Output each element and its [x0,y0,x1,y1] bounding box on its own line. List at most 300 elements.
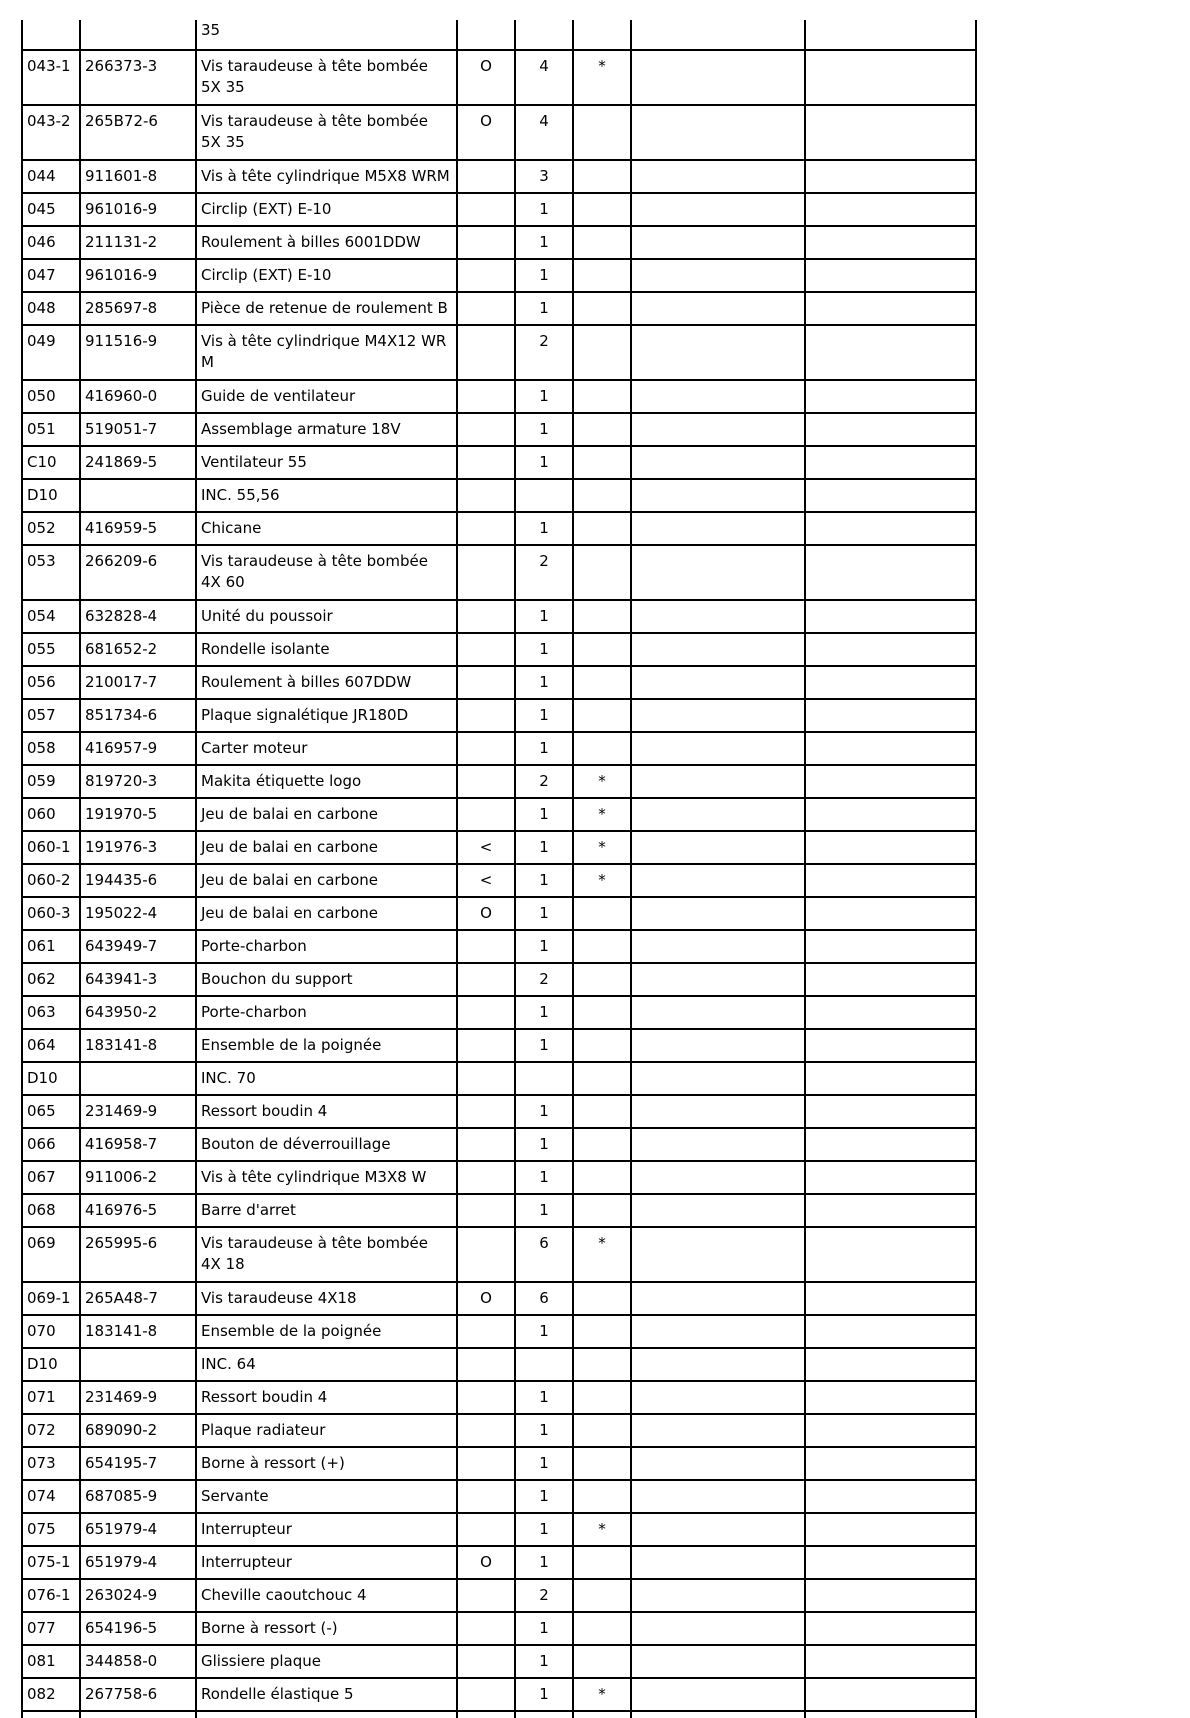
note-mark-cell [573,226,631,259]
blank-cell-a [631,1095,805,1128]
quantity-cell: 6 [515,1282,573,1315]
part-number-cell: 195022-4 [80,897,196,930]
quantity-cell: 1 [515,732,573,765]
blank-cell-b [805,963,976,996]
blank-cell-a [631,1227,805,1282]
blank-cell-a [631,1546,805,1579]
blank-cell-b [805,1546,976,1579]
part-number-cell: 681652-2 [80,633,196,666]
revision-mark-cell [457,1227,515,1282]
item-number-cell: 060 [22,798,80,831]
note-mark-cell [573,1282,631,1315]
revision-mark-cell [457,226,515,259]
item-number-cell: 075 [22,1513,80,1546]
blank-cell-b [805,413,976,446]
part-number-cell [80,1062,196,1095]
part-number-cell: 344858-0 [80,1645,196,1678]
part-number-cell: 651979-4 [80,1513,196,1546]
table-row [22,1348,976,1381]
blank-cell-b [805,1381,976,1414]
blank-cell-a [631,1128,805,1161]
part-number-cell: 651979-4 [80,1546,196,1579]
quantity-cell: 2 [515,963,573,996]
item-number-cell: 073 [22,1447,80,1480]
note-mark-cell [573,380,631,413]
part-number-cell: 519051-7 [80,413,196,446]
quantity-cell: 3 [515,160,573,193]
blank-cell-b [805,105,976,160]
quantity-cell: 1 [515,226,573,259]
item-number-cell: 071 [22,1381,80,1414]
description-cell: Vis à tête cylindrique M3X8 W [196,1161,457,1194]
description-cell: Glissiere plaque [196,1645,457,1678]
parts-list-sheet [21,20,977,1718]
quantity-cell: 4 [515,50,573,105]
table-row [22,1381,976,1414]
item-number-cell: 054 [22,600,80,633]
description-cell: Borne à ressort (-) [196,1612,457,1645]
blank-cell-b [805,666,976,699]
note-mark-cell [573,1480,631,1513]
table-row [22,930,976,963]
part-number-cell [80,1348,196,1381]
description-cell: Jeu de balai en carbone [196,897,457,930]
table-row [22,1546,976,1579]
description-cell: Guide de ventilateur [196,380,457,413]
blank-cell-b [805,1282,976,1315]
blank-cell-a [631,292,805,325]
note-mark-cell: * [573,1678,631,1711]
note-mark-cell: * [573,1227,631,1282]
item-number-cell: 052 [22,512,80,545]
blank-cell-a [631,666,805,699]
part-number-cell: 191976-3 [80,831,196,864]
revision-mark-cell: O [457,1282,515,1315]
blank-cell-a [631,1194,805,1227]
item-number-cell: 062 [22,963,80,996]
revision-mark-cell: O [457,105,515,160]
note-mark-cell [573,699,631,732]
note-mark-cell [573,1414,631,1447]
description-cell: Jeu de balai en carbone [196,831,457,864]
part-number-cell: 416960-0 [80,380,196,413]
table-row [22,633,976,666]
revision-mark-cell: < [457,831,515,864]
description-cell [196,1711,457,1718]
revision-mark-cell [457,1381,515,1414]
quantity-cell: 1 [515,259,573,292]
table-row [22,963,976,996]
part-number-cell: 194435-6 [80,864,196,897]
part-number-cell: 654196-5 [80,1612,196,1645]
item-number-cell: 069 [22,1227,80,1282]
revision-mark-cell [457,545,515,600]
quantity-cell [515,1062,573,1095]
blank-cell-a [631,1513,805,1546]
table-row [22,1227,976,1282]
note-mark-cell [573,633,631,666]
blank-cell-b [805,380,976,413]
description-cell: Borne à ressort (+) [196,1447,457,1480]
table-row [22,160,976,193]
revision-mark-cell [457,1447,515,1480]
table-row [22,1480,976,1513]
blank-cell-a [631,864,805,897]
quantity-cell: 1 [515,1480,573,1513]
note-mark-cell [573,512,631,545]
blank-cell-a [631,1062,805,1095]
item-number-cell [22,20,80,50]
blank-cell-b [805,259,976,292]
quantity-cell: 1 [515,1128,573,1161]
quantity-cell: 1 [515,1447,573,1480]
note-mark-cell: * [573,831,631,864]
blank-cell-a [631,732,805,765]
part-number-cell: 265995-6 [80,1227,196,1282]
revision-mark-cell [457,160,515,193]
item-number-cell: 075-1 [22,1546,80,1579]
blank-cell-b [805,798,976,831]
blank-cell-b [805,1348,976,1381]
table-row [22,1315,976,1348]
blank-cell-b [805,765,976,798]
item-number-cell: 049 [22,325,80,380]
blank-cell-a [631,831,805,864]
part-number-cell: 687085-9 [80,1480,196,1513]
description-cell: Vis taraudeuse 4X18 [196,1282,457,1315]
blank-cell-b [805,479,976,512]
item-number-cell: 053 [22,545,80,600]
quantity-cell: 2 [515,765,573,798]
revision-mark-cell [457,600,515,633]
table-row [22,20,976,50]
blank-cell-b [805,633,976,666]
part-number-cell: 643950-2 [80,996,196,1029]
item-number-cell: 043-1 [22,50,80,105]
parts-table [21,20,977,1718]
description-cell: Carter moteur [196,732,457,765]
blank-cell-b [805,1579,976,1612]
revision-mark-cell [457,20,515,50]
table-row [22,1447,976,1480]
item-number-cell: 060-1 [22,831,80,864]
description-cell: Servante [196,1480,457,1513]
quantity-cell [515,1711,573,1718]
part-number-cell: 851734-6 [80,699,196,732]
item-number-cell: 056 [22,666,80,699]
description-cell: Circlip (EXT) E-10 [196,259,457,292]
part-number-cell: 911006-2 [80,1161,196,1194]
blank-cell-b [805,1711,976,1718]
quantity-cell: 1 [515,1678,573,1711]
blank-cell-b [805,160,976,193]
table-row [22,864,976,897]
quantity-cell: 1 [515,930,573,963]
description-cell: Plaque signalétique JR180D [196,699,457,732]
quantity-cell: 1 [515,1029,573,1062]
note-mark-cell [573,160,631,193]
description-cell: Vis taraudeuse à tête bombée 4X 18 [196,1227,457,1282]
part-number-cell: 266209-6 [80,545,196,600]
revision-mark-cell: < [457,864,515,897]
part-number-cell [80,1711,196,1718]
blank-cell-a [631,160,805,193]
description-cell: Unité du poussoir [196,600,457,633]
item-number-cell: D10 [22,479,80,512]
description-cell: Plaque radiateur [196,1414,457,1447]
blank-cell-a [631,996,805,1029]
revision-mark-cell [457,1612,515,1645]
blank-cell-b [805,20,976,50]
description-cell: Jeu de balai en carbone [196,798,457,831]
note-mark-cell [573,1645,631,1678]
table-row [22,1029,976,1062]
table-row [22,1579,976,1612]
item-number-cell: 051 [22,413,80,446]
quantity-cell: 1 [515,1513,573,1546]
blank-cell-a [631,963,805,996]
quantity-cell: 1 [515,897,573,930]
blank-cell-a [631,105,805,160]
quantity-cell: 2 [515,1579,573,1612]
description-cell: Roulement à billes 6001DDW [196,226,457,259]
quantity-cell [515,479,573,512]
table-row [22,1282,976,1315]
blank-cell-a [631,50,805,105]
description-cell: Interrupteur [196,1546,457,1579]
note-mark-cell [573,1381,631,1414]
blank-cell-b [805,512,976,545]
note-mark-cell [573,600,631,633]
description-cell: INC. 70 [196,1062,457,1095]
revision-mark-cell [457,1062,515,1095]
note-mark-cell: * [573,864,631,897]
quantity-cell: 1 [515,193,573,226]
note-mark-cell [573,996,631,1029]
table-row [22,732,976,765]
note-mark-cell [573,1029,631,1062]
quantity-cell: 1 [515,1414,573,1447]
quantity-cell: 2 [515,325,573,380]
revision-mark-cell [457,1029,515,1062]
blank-cell-b [805,1062,976,1095]
revision-mark-cell [457,259,515,292]
blank-cell-a [631,325,805,380]
note-mark-cell [573,292,631,325]
table-row [22,292,976,325]
quantity-cell [515,1348,573,1381]
blank-cell-a [631,545,805,600]
table-row [22,600,976,633]
revision-mark-cell [457,930,515,963]
note-mark-cell [573,413,631,446]
item-number-cell: 081 [22,1645,80,1678]
revision-mark-cell [457,633,515,666]
description-cell: Vis taraudeuse à tête bombée 5X 35 [196,105,457,160]
revision-mark-cell [457,963,515,996]
item-number-cell: C10 [22,446,80,479]
quantity-cell: 1 [515,1194,573,1227]
table-row [22,193,976,226]
item-number-cell: 059 [22,765,80,798]
revision-mark-cell [457,193,515,226]
blank-cell-a [631,1282,805,1315]
blank-cell-a [631,1348,805,1381]
table-row [22,259,976,292]
item-number-cell: 044 [22,160,80,193]
revision-mark-cell [457,1480,515,1513]
blank-cell-a [631,633,805,666]
description-cell: Porte-charbon [196,930,457,963]
part-number-cell: 416957-9 [80,732,196,765]
blank-cell-b [805,897,976,930]
item-number-cell: 077 [22,1612,80,1645]
blank-cell-b [805,1161,976,1194]
quantity-cell: 1 [515,1161,573,1194]
note-mark-cell [573,193,631,226]
description-cell: Chicane [196,512,457,545]
blank-cell-b [805,831,976,864]
revision-mark-cell: O [457,1546,515,1579]
note-mark-cell: * [573,50,631,105]
quantity-cell: 4 [515,105,573,160]
description-cell: INC. 64 [196,1348,457,1381]
part-number-cell: 643941-3 [80,963,196,996]
blank-cell-b [805,1029,976,1062]
description-cell: Circlip (EXT) E-10 [196,193,457,226]
item-number-cell [22,1711,80,1718]
note-mark-cell [573,325,631,380]
revision-mark-cell [457,1645,515,1678]
note-mark-cell [573,666,631,699]
part-number-cell: 285697-8 [80,292,196,325]
blank-cell-a [631,765,805,798]
table-row [22,413,976,446]
quantity-cell: 1 [515,1315,573,1348]
part-number-cell: 266373-3 [80,50,196,105]
part-number-cell: 632828-4 [80,600,196,633]
blank-cell-a [631,699,805,732]
item-number-cell: 070 [22,1315,80,1348]
quantity-cell: 1 [515,831,573,864]
quantity-cell: 1 [515,292,573,325]
part-number-cell: 819720-3 [80,765,196,798]
blank-cell-b [805,1315,976,1348]
quantity-cell: 1 [515,864,573,897]
note-mark-cell [573,897,631,930]
item-number-cell: 076-1 [22,1579,80,1612]
note-mark-cell: * [573,765,631,798]
blank-cell-b [805,1128,976,1161]
note-mark-cell: * [573,798,631,831]
part-number-cell: 263024-9 [80,1579,196,1612]
description-cell: Bouton de déverrouillage [196,1128,457,1161]
part-number-cell: 191970-5 [80,798,196,831]
note-mark-cell [573,1348,631,1381]
blank-cell-b [805,226,976,259]
quantity-cell: 1 [515,600,573,633]
revision-mark-cell [457,798,515,831]
item-number-cell: 063 [22,996,80,1029]
item-number-cell: 043-2 [22,105,80,160]
note-mark-cell [573,20,631,50]
blank-cell-a [631,446,805,479]
description-cell: Vis taraudeuse à tête bombée 5X 35 [196,50,457,105]
part-number-cell: 241869-5 [80,446,196,479]
description-cell: Ressort boudin 4 [196,1095,457,1128]
blank-cell-a [631,226,805,259]
part-number-cell: 416976-5 [80,1194,196,1227]
description-cell: INC. 55,56 [196,479,457,512]
note-mark-cell [573,1612,631,1645]
table-row [22,325,976,380]
quantity-cell: 1 [515,798,573,831]
item-number-cell: 061 [22,930,80,963]
note-mark-cell [573,930,631,963]
blank-cell-a [631,1161,805,1194]
revision-mark-cell [457,1711,515,1718]
quantity-cell: 1 [515,1612,573,1645]
blank-cell-b [805,996,976,1029]
item-number-cell: 057 [22,699,80,732]
item-number-cell: 046 [22,226,80,259]
part-number-cell: 689090-2 [80,1414,196,1447]
part-number-cell: 416958-7 [80,1128,196,1161]
item-number-cell: 055 [22,633,80,666]
parts-table-body [22,20,976,1718]
blank-cell-b [805,325,976,380]
table-row [22,1095,976,1128]
description-cell: Vis à tête cylindrique M4X12 WR M [196,325,457,380]
blank-cell-a [631,897,805,930]
revision-mark-cell: O [457,897,515,930]
table-row [22,765,976,798]
table-row [22,50,976,105]
blank-cell-b [805,446,976,479]
quantity-cell: 1 [515,413,573,446]
item-number-cell: 064 [22,1029,80,1062]
table-row [22,1194,976,1227]
blank-cell-b [805,732,976,765]
blank-cell-a [631,1381,805,1414]
note-mark-cell [573,963,631,996]
item-number-cell: D10 [22,1062,80,1095]
part-number-cell: 265B72-6 [80,105,196,160]
note-mark-cell [573,1194,631,1227]
blank-cell-a [631,1029,805,1062]
table-row [22,1161,976,1194]
blank-cell-b [805,1480,976,1513]
blank-cell-a [631,1579,805,1612]
table-row [22,1645,976,1678]
quantity-cell: 1 [515,380,573,413]
quantity-cell: 1 [515,1381,573,1414]
note-mark-cell [573,545,631,600]
description-cell: Vis à tête cylindrique M5X8 WRM [196,160,457,193]
table-row [22,1513,976,1546]
table-row [22,479,976,512]
table-row [22,1062,976,1095]
blank-cell-a [631,413,805,446]
description-cell: Vis taraudeuse à tête bombée 4X 60 [196,545,457,600]
blank-cell-a [631,512,805,545]
table-row [22,798,976,831]
description-cell: Makita étiquette logo [196,765,457,798]
blank-cell-a [631,798,805,831]
revision-mark-cell [457,1348,515,1381]
table-row [22,1612,976,1645]
note-mark-cell [573,1447,631,1480]
